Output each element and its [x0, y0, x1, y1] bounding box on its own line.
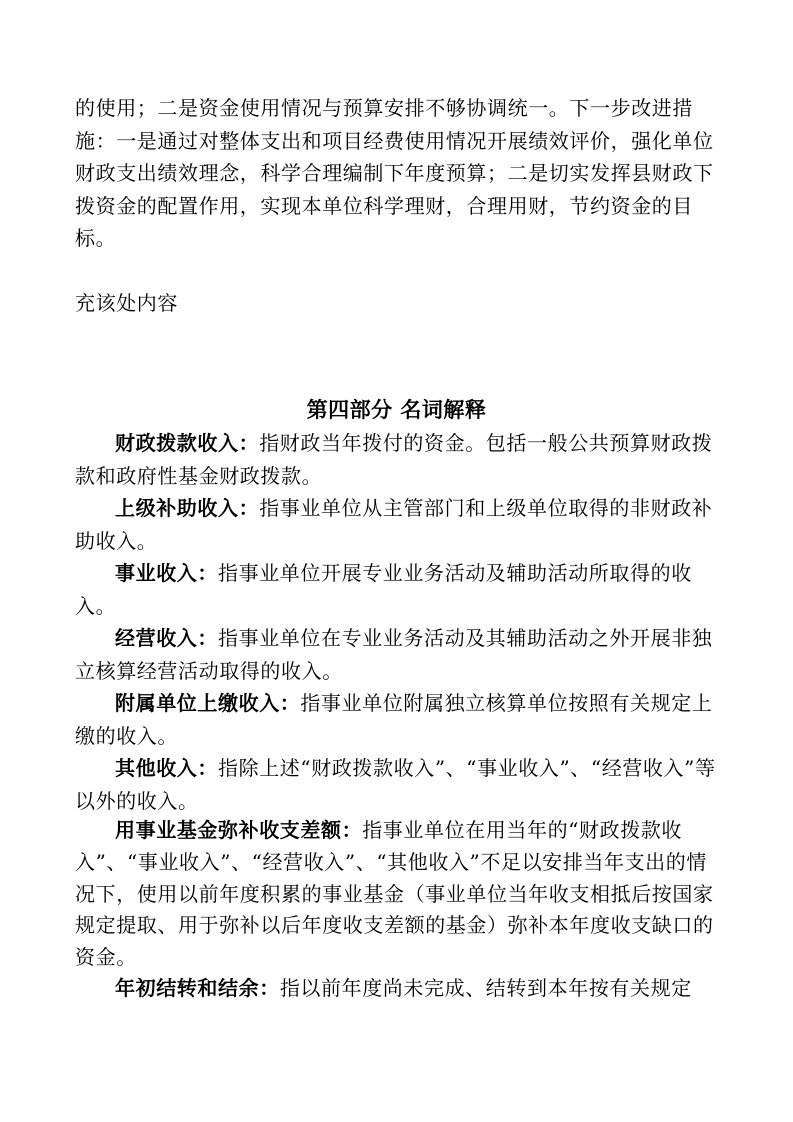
- definition-item: [75, 622, 725, 687]
- definition-item: [75, 752, 725, 817]
- definition-text: 指事业单位开展专业业务活动及辅助活动所取得的收入。: [75, 561, 692, 618]
- definition-item: [75, 972, 725, 1005]
- definition-text: 指除上述“财政拨款收入”、“事业收入”、“经营收入”等以外的收入。: [75, 756, 716, 813]
- definition-term: 事业收入：: [115, 561, 218, 585]
- definition-term: 年初结转和结余：: [115, 976, 280, 1000]
- definition-text: 指事业单位从主管部门和上级单位取得的非财政补助收入。: [75, 496, 713, 553]
- definition-text: 指财政当年拨付的资金。包括一般公共预算财政拨款和政府性基金财政拨款。: [75, 431, 713, 488]
- placeholder-text: 充该处内容: [75, 291, 178, 315]
- definition-item: [75, 815, 725, 974]
- section-heading: 第四部分 名词解释: [306, 398, 487, 422]
- definition-term: 财政拨款收入：: [115, 431, 260, 455]
- intro-paragraph: 的使用；二是资金使用情况与预算安排不够协调统一。下一步改进措施：一是通过对整体支出和项目经费使用情况开展绩效评价，强化单位财政支出绩效理念，科学合理编制下年度预算；二是切实发挥县财政下拨资金的配置作用，实现本单位科学理财，合理用财，节约资金的目标。: [75, 96, 714, 251]
- definition-item: [75, 492, 725, 557]
- definition-term: 上级补助收入：: [115, 496, 260, 520]
- definition-term: 其他收入：: [115, 756, 218, 780]
- definition-term: 经营收入：: [115, 626, 218, 650]
- definition-item: [75, 557, 725, 622]
- definition-text: 指事业单位附属独立核算单位按照有关规定上缴的收入。: [75, 691, 713, 748]
- definition-text: 指以前年度尚未完成、结转到本年按有关规定: [279, 976, 692, 1000]
- definition-term: 用事业基金弥补收支差额：: [115, 818, 363, 842]
- definition-term: 附属单位上缴收入：: [115, 691, 301, 715]
- definition-item: [75, 427, 725, 492]
- definition-text: 指事业单位在专业业务活动及其辅助活动之外开展非独立核算经营活动取得的收入。: [75, 626, 713, 683]
- definition-text: 指事业单位在用当年的“财政拨款收入”、“事业收入”、“经营收入”、“其他收入”不足以安排当年支出的情况下，使用以前年度积累的事业基金（事业单位当年收支相抵后按国家规定提取、用于弥补以后年度收支差额的基金）弥补本年度收支缺口的资金。: [75, 818, 714, 970]
- definition-item: [75, 687, 725, 752]
